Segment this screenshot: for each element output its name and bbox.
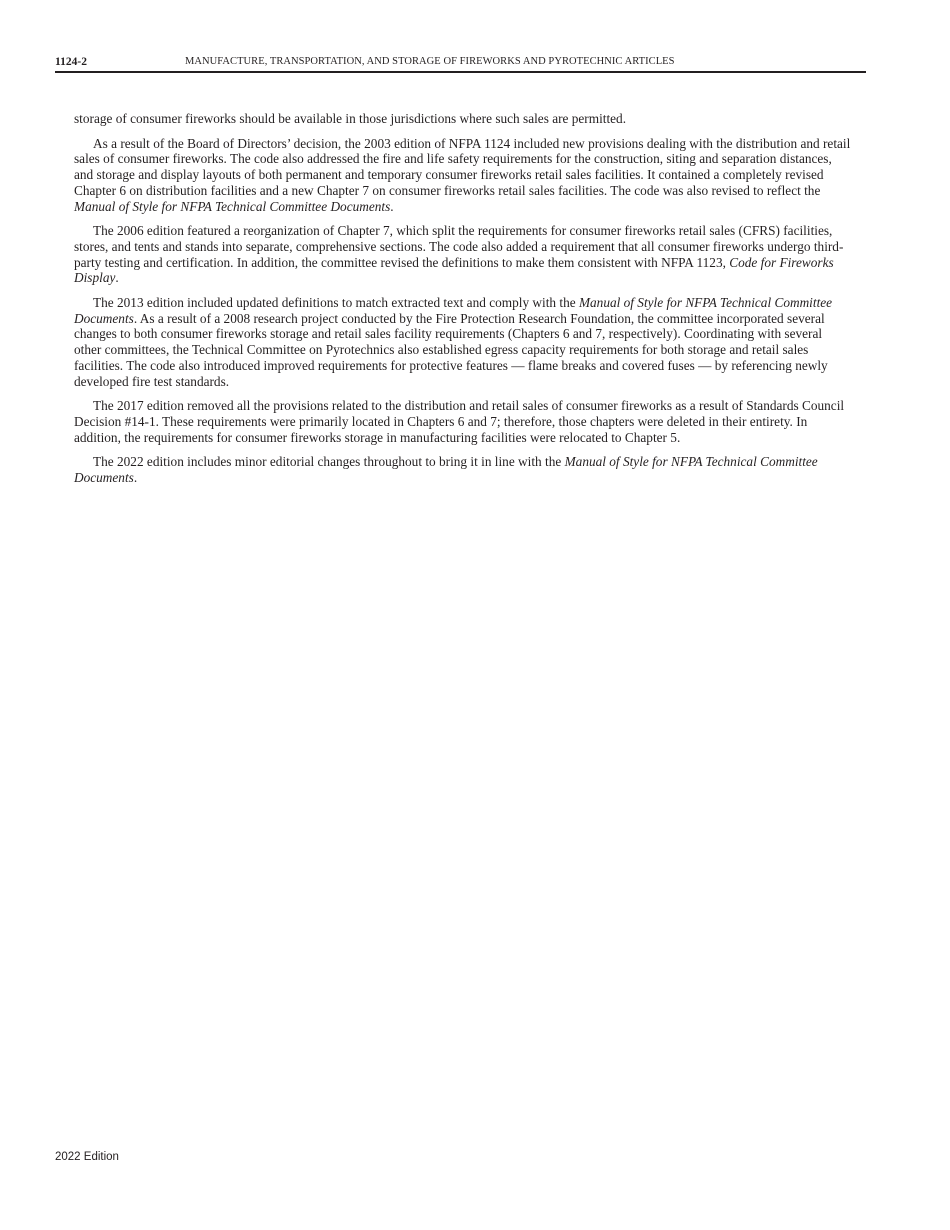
paragraph-2022-end: . — [133, 470, 138, 486]
footer-edition: 2022 Edition — [55, 1151, 119, 1163]
page-number: 1124-2 — [55, 56, 87, 68]
paragraph-2003-text: As a result of the Board of Directors’ decision, the 2003 edition of NFPA 1124 included new provisions dealing with the distribution and retail sales of consumer fireworks. The code also addressed the fire and life safety requirements for the construction, siting and separation distances, and storage and display layouts of both permanent and temporary consumer fireworks retail sales facilities. It contained a completely revised Chapter 6 on distribution facilities and a new Chapter 7 on consumer fireworks retail sales facilities. The code was also revised to reflect the — [74, 135, 851, 198]
manual-of-style-title: Manual of Style for NFPA Technical Committee Documents — [74, 454, 818, 486]
paragraph-2013-end: . As a result of a 2008 research project conducted by the Fire Protection Research Foundation, the committee incorporated several changes to both consumer fireworks storage and retail sales facility requirements (Chapters 6 and 7, respectively). Coordinating with several other committees, the Technical Committee on Pyrotechnics also established egress capacity requirements for both storage and retail sales facilities. The code also introduced improved requirements for protective features — flame breaks and covered fuses — by referencing newly developed fire test standards. — [74, 310, 828, 389]
paragraph-2006-text: The 2006 edition featured a reorganization of Chapter 7, which split the requirements for consumer fireworks retail sales (CFRS) facilities, stores, and tents and stands into separate, comprehensive sections. The code also added a requirement that all consumer fireworks undergo third-party testing and certification. In addition, the committee revised the definitions to make them consistent with NFPA 1123, — [74, 223, 844, 270]
manual-of-style-title: Manual of Style for NFPA Technical Committee Documents — [74, 198, 391, 214]
paragraph-2017-edition — [74, 398, 852, 445]
paragraph-2022-edition — [74, 454, 852, 485]
paragraph-2003-edition — [74, 136, 852, 215]
paragraph-1-text: storage of consumer fireworks should be available in those jurisdictions where such sales are permitted. — [74, 111, 627, 126]
paragraph-2013-edition — [74, 295, 852, 389]
body-text — [74, 111, 852, 495]
header-title: MANUFACTURE, TRANSPORTATION, AND STORAGE OF FIREWORKS AND PYROTECHNIC ARTICLES — [185, 56, 675, 67]
paragraph-2013-text: The 2013 edition included updated definitions to match extracted text and comply with the — [93, 295, 579, 311]
paragraph-2006-edition — [74, 223, 852, 286]
fireworks-display-code-title: Code for Fireworks Display — [74, 254, 834, 286]
paragraph-2017-text: The 2017 edition removed all the provisions related to the distribution and retail sales of consumer fireworks as a result of Standards Council Decision #14-1. These requirements were primarily located in Chapters 6 and 7; therefore, those chapters were deleted in their entirety. In addition, the requirements for consumer fireworks storage in manufacturing facilities were relocated to Chapter 5. — [74, 398, 845, 445]
paragraph-2003-end: . — [390, 198, 394, 214]
manual-of-style-title: Manual of Style for NFPA Technical Committee Documents — [74, 295, 833, 326]
running-header — [55, 55, 866, 73]
paragraph-2006-end: . — [115, 270, 119, 286]
paragraph-1 — [74, 111, 852, 127]
paragraph-2022-text: The 2022 edition includes minor editorial changes throughout to bring it in line with the — [93, 454, 565, 470]
